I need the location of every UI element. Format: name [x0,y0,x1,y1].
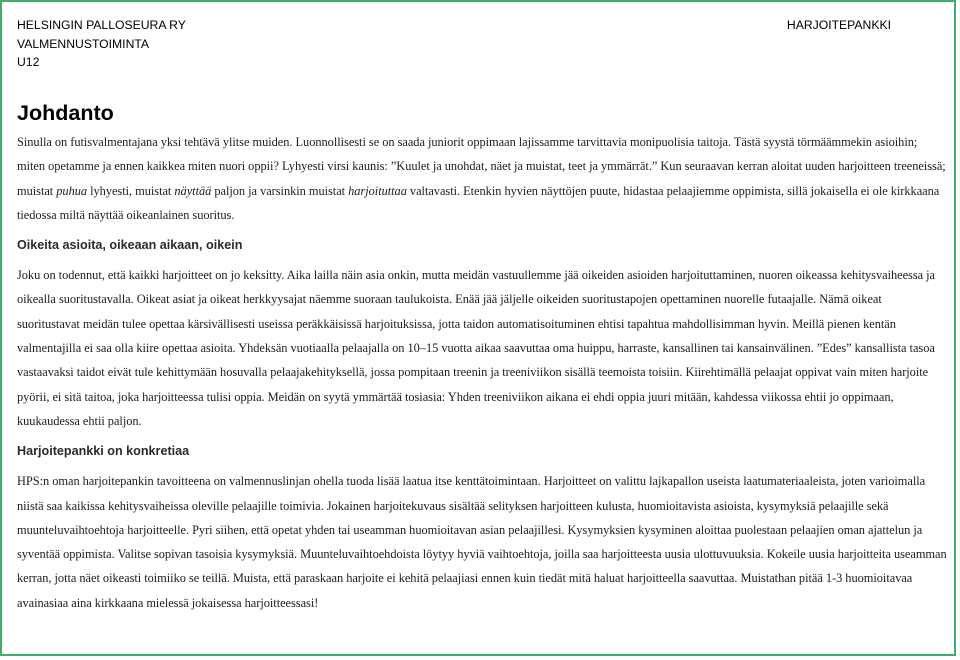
header-age-group: U12 [17,55,40,70]
intro-emphasis-show: näyttää [174,183,212,198]
header-organization: HELSINGIN PALLOSEURA RY [17,18,186,32]
header-department: VALMENNUSTOIMINTA [17,36,150,51]
header-document-type: HARJOITEPANKKI [786,18,891,32]
section-paragraph-exercise-bank: HPS:n oman harjoitepankin tavoitteena on valmennuslinjan ohella tuoda lisää laatua itse kenttätoimintaan. Harjoitteet on valittu lajkapallon useista laatumateriaaleista, joten varioimalla niistä saa kaikissa kehitysvaiheissa oleville pelaajille toimivia. Jokainen harjoitekuvaus sisältää selityksen harjoitteen kulusta, huomioitavista asioista, kysymyksiä pelaajille sekä muunteluvaihtoehtoja harjoitteelle. Pyri siihen, että opetat yhden tai useamman huomioitavan asian pelaajillesi. Kysymyksien kysyminen aloittaa puolestaan pelaajien oman ajattelun ja syventää oppimista. Valitse sopivan tasoisia kysymyksiä. Muunteluvaihtoehdoista löytyy hyviä vaihtoehtoja, joilla saa harjoitteesta uusia ulottuvuuksia. Kokeile uusia harjoitteita useamman kerran, jotta näet oikeasti toimiiko se teillä. Muista, että paraskaan harjoite ei kehitä pelaajiasi ennen kuin tiedät mitä haluat harjoitteella saavuttaa. Muistathan pitää 1-3 huomioitavaa avainasiaa aina kirkkaana mielessä jokaisessa harjoitteessasi! [17,474,947,610]
intro-text-3: paljon ja varsinkin muistat [211,183,349,198]
section-heading-right-things: Oikeita asioita, oikeaan aikaan, oikein [17,238,243,253]
intro-text-2: lyhyesti, muistat [87,183,175,198]
intro-text-4: valtavasti. Etenkin hyvien näyttöjen puute, hidastaa pelaajiemme oppimista, sillä jokaisella ei ole kirkkaana tiedossa miltä näyttää oikeanlainen suoritus. [17,183,940,222]
document-body [17,98,947,615]
intro-paragraph [17,130,947,227]
intro-title: Johdanto [17,101,114,125]
intro-emphasis-speak: puhua [56,183,88,198]
section-heading-exercise-bank: Harjoitepankki on konkretiaa [17,444,190,459]
document-header [17,16,947,72]
intro-text-1: Sinulla on futisvalmentajana yksi tehtävä ylitse muiden. Luonnollisesti se on saada juniorit oppimaan lajissamme tarvittavia monipuolisia taitoja. Tästä syystä törmäämmekin asioihin; miten opetamme ja ennen kaikkea miten nuori oppii? Lyhyesti virsi kaunis: ”Kuulet ja unohdat, näet ja muistat, teet ja ymmärrät.” Kun seuraavan kerran aloitat uuden harjoitteen treeneissä; muistat [17,135,946,198]
intro-emphasis-practice: harjoituttaa [348,183,407,198]
section-paragraph-right-things: Joku on todennut, että kaikki harjoitteet on jo keksitty. Aika lailla näin asia onkin, mutta meidän vastuullemme jää oikeiden asioiden harjoituttaminen, nuoren oikeassa kehitysvaiheessa ja oikealla suoritustavalla. Oikeat asiat ja oikeat herkkyysajat näemme suoraan taulukoista. Enää jää jäljelle oikeiden suoritustapojen opettaminen nuorelle futaajalle. Nämä oikeat suoritustavat meidän tulee opettaa kärsivällisesti useissa peräkkäisissä harjoituksissa, jotta taidon automatisoituminen ehtisi tapahtua mahdollisimman hyvin. Meillä pienen kentän valmentajilla ei saa olla kiire opettaa asioita. Yhdeksän vuotiaalla pelaajalla on 10–15 vuotta aikaa saavuttaa oma huippu, harraste, kansallinen tai kansainvälinen. ”Edes” kansallista tasoa vastaavaksi taidot eivät tule kehittymään hosuvalla pelaajakehityksellä, jossa pompitaan treenin ja treeniviikon sisällä teemoista toisiin. Kiirehtimällä pelaajat oppivat vain miten harjoite pyörii, ei sitä taitoa, joka harjoitteessa tulisi oppia. Meidän on syytä ymmärtää tosiasia: Yhden treeniviikon aikana ei ehdi oppia juuri mitään, kahdessa viikossa ehtii jo oppimaan, kuukaudessa ehtii paljon. [17,268,935,428]
